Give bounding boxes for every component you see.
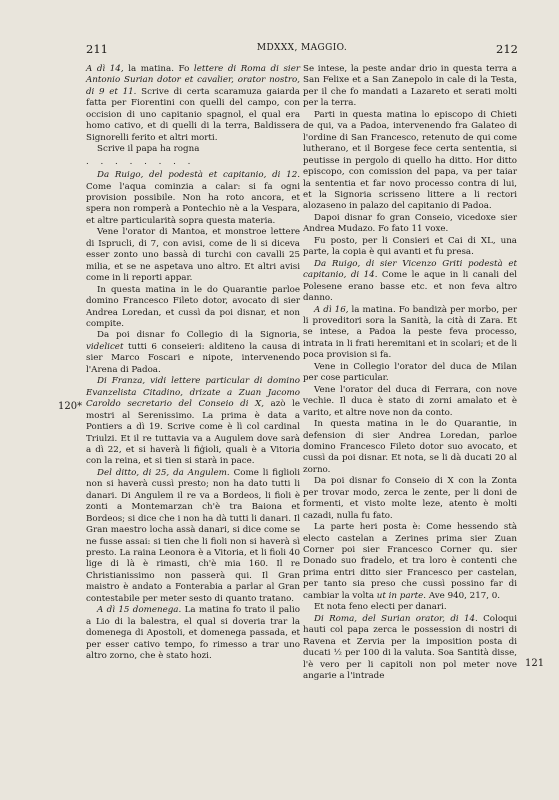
paragraph: Vene l'orator di Mantoa, et monstroe lettere di Isprucli, di 7, con avisi, come de li si diceva esser zonto uno bassà di turchi con cavalli 25 milia, et se ne aspetava uno altro. Et altri avisi come in li reporti appar. [86,227,300,284]
paragraph: A dì 16, la matina. Fo bandizà per morbo, per li proveditori sora la Sanità, la cità di Zara. Et se intese, a Padoa la peste feva processo, intrata in li frati heremitani et in scolari; et de li poca provision si fa. [303,304,517,361]
ellipsis-line: . . . . . . . . [86,156,195,167]
paragraph: Parti in questa matina lo episcopo di Chieti de qui, va a Padoa, intervenendo fra Galateo di l'ordine di San Francesco, retenuto de qui come lutherano, et il Borgese fece certa sententia, si peutisse in pergolo di quello ha ditto. Hor ditto episcopo, con comission del papa, va per taiar la sententia et far novo processo contra di lui, et la Signoria scrisseno littere a li rectori alozaseno in palazo del capitanio di Padoa. [303,109,517,212]
left-column [86,64,300,663]
page-number-right: 212 [496,42,518,56]
margin-note-right: 121 [525,658,545,669]
paragraph: Del ditto, di 25, da Angulem. Come li figlioli non si haverà cussì presto; non ha dato tutti li danari. Di Angulem il re va a Bordeos, li fioli è zonti a Montemarzan ch'è tra Baiona et Bordeos; si dice che i non ha dà tutti li danari. Il Gran maestro locha assà danari, si dice come se ne fusse assai: si tien che li fioli non si haverà sì presto. La raina Leonora è a Vitoria, et li fioli 40 lige di là è rimasti, ch'è mia 160. Il re Christianissimo non passerà qui. Il Gran maistro è andato a Fonterabia a parlar al Gran contestabile per meter sesto di quanto tratano. [86,467,300,604]
paragraph: A dì 14, la matina. Fo lettere di Roma di sier Antonio Surian dotor et cavalier, orator nostro, di 9 et 11. Scrive di certa scaramuza gaiarda fatta per Fiorentini con quelli del campo, con occision di uno capitanio spagnol, el qual era homo cativo, et di quelli di la terra, Baldissera Signorelli ferito et altri morti. [86,64,300,143]
paragraph: Fu posto, per li Consieri et Cai di XL, una parte, la copia è qui avanti et fu presa. [303,235,517,258]
paragraph: Di Roma, del Surian orator, di 14. Coloqui hauti col papa zerca le possession di nostri di Ravena et Zervia per la imposition posta di ducati ½ per 100 di la valuta. Soa Santità disse, l'è vero per li capitoli non pol meter nove angarie a l'intrade [303,613,517,682]
paragraph: Da Ruigo, del podestà et capitanio, di 12. Come l'aqua cominzia a calar: si fa ogni provision possibile. Non ha roto ancora, et spera non romperà a Pontechio nè a la Vespara, et altre particularità sopra questa materia. [86,170,300,226]
paragraph: In questa matina in le do Quarantie parloe domino Francesco Fileto dotor, avocato di sier Andrea Loredan, et cussì da poi disnar, et non compite. [86,284,300,329]
paragraph: Da poi disnar fo Collegio di la Signoria, videlicet tutti 6 conseieri: alditeno la causa di sier Marco Foscari e nipote, intervenendo l'Arena di Padoa. [86,330,300,375]
page-number-left: 211 [86,42,108,56]
paragraph: A dì 15 domenega. La matina fo trato il palio a Lio di la balestra, el qual si doveria trar la domenega di Apostoli, et domenega passada, et per esser cativo tempo, fo rimesso a trar uno altro zorno, che è stato hozi. [86,605,300,662]
paragraph: Da Ruigo, di sier Vicenzo Griti podestà et capitanio, di 14. Come le aque in li canali del Polesene erano basse etc. et non feva altro danno. [303,258,517,304]
paragraph: In questa matina in le do Quarantie, in defension di sier Andrea Loredan, parloe domino Francesco Fileto dotor suo avocato, et cussì da poi disnar. Et nota, se li dà ducati 20 al zorno. [303,419,517,475]
paragraph: Vene in Collegio l'orator del duca de Milan per cose particular. [303,361,517,384]
paragraph: Scrive il papa ha rogna [97,144,200,155]
right-column [303,64,517,682]
paragraph: Da poi disnar fo Conseio di X con la Zonta per trovar modo, zerca le zente, per li doni de formenti, et visto molte leze, atento è molti cazadi, nulla fu fato. [303,476,517,521]
paragraph: La parte heri posta è: Come hessendo stà electo castelan a Zerines prima sier Zuan Corner poi sier Francesco Corner qu. sier Donado suo fradelo, et tra loro è contenti che prima entri ditto sier Francesco per castelan, per tanto sia preso che cussì possino far di cambiar la volta ut in parte. Ave 940, 217, 0. [303,522,517,601]
paragraph: Se intese, la peste andar drio in questa terra a San Felixe et a San Zanepolo in cale di la Testa, per il che fo mandati a Lazareto et serati molti per la terra. [303,64,517,109]
running-header [86,42,518,58]
paragraph: Dapoi disnar fo gran Conseio, vicedoxe sier Andrea Mudazo. Fo fato 11 voxe. [303,212,517,235]
paragraph: Di Franza, vidi lettere particular di domino Evanzelista Citadino, drizate a Zuan Jacomo Caroldo secretario del Conseio di X, azò le mostri al Serenissimo. La prima è data a Pontiers a dì 19. Scrive come è lì col cardinal Triulzi. Et il re tuttavia va a Augulem dove sarà a dì 22, et si haverà li fiġioli, quali è a Vitoria con la reina, et si tien si starà in pace. [86,376,300,467]
running-head-title: MDXXX, MAGGIO. [256,43,348,53]
paragraph: Vene l'orator del duca di Ferrara, con nove vechie. Il duca è stato di zorni amalato et è varito, et altre nove non da conto. [303,384,517,418]
paragraph: Et nota feno electi per danari. [314,602,447,613]
margin-note-left: 120* [58,401,83,412]
